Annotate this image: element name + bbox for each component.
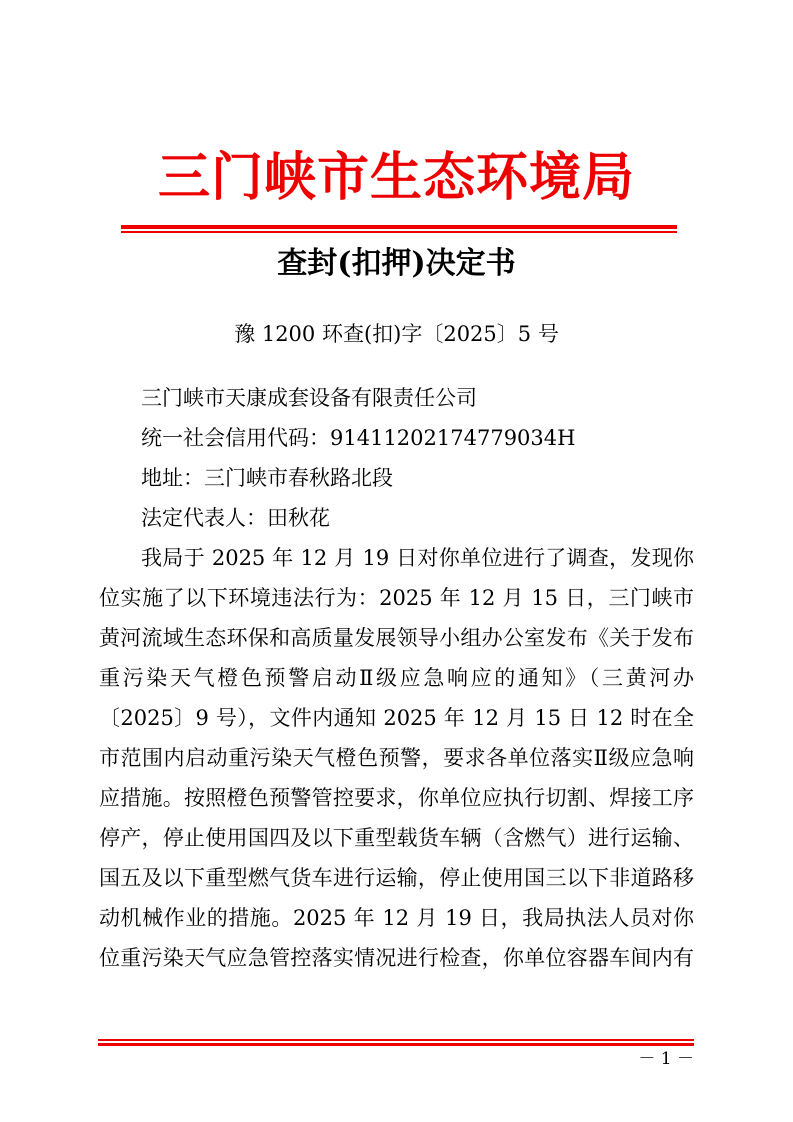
footer-double-rule bbox=[98, 1039, 694, 1046]
rule-thin-line bbox=[121, 231, 677, 233]
recipient-credit-code: 统一社会信用代码：91411202174779034H bbox=[141, 426, 576, 450]
letterhead-double-rule bbox=[121, 225, 677, 233]
body-line: 位实施了以下环境违法行为：2025 年 12 月 15 日，三门峡市 bbox=[99, 586, 694, 610]
page-number: － 1 － bbox=[638, 1049, 694, 1069]
document-title: 查封(扣押)决定书 bbox=[277, 246, 516, 281]
body-line: 黄河流域生态环保和高质量发展领导小组办公室发布《关于发布 bbox=[99, 626, 694, 650]
body-line: 停产，停止使用国四及以下重型载货车辆（含燃气）进行运输、 bbox=[99, 826, 694, 850]
body-line: 位重污染天气应急管控落实情况进行检查，你单位容器车间内有 bbox=[99, 946, 694, 970]
body-line: 国五及以下重型燃气货车进行运输，停止使用国三以下非道路移 bbox=[99, 866, 694, 890]
body-line: 重污染天气橙色预警启动Ⅱ级应急响应的通知》（三黄河办 bbox=[99, 666, 694, 690]
body-line: 市范围内启动重污染天气橙色预警，要求各单位落实Ⅱ级应急响 bbox=[99, 746, 694, 770]
body-line: 应措施。按照橙色预警管控要求，你单位应执行切割、焊接工序 bbox=[99, 786, 694, 810]
document-reference-number: 豫 1200 环查(扣)字〔2025〕5 号 bbox=[234, 322, 559, 346]
body-line: 动机械作业的措施。2025 年 12 月 19 日，我局执法人员对你 bbox=[99, 906, 694, 930]
recipient-company-name: 三门峡市天康成套设备有限责任公司 bbox=[141, 386, 477, 410]
body-line: 我局于 2025 年 12 月 19 日对你单位进行了调查，发现你 bbox=[141, 546, 694, 570]
rule-thick-line bbox=[98, 1043, 694, 1046]
document-body bbox=[99, 378, 694, 978]
letterhead-agency-title: 三门峡市生态环境局 bbox=[157, 147, 635, 208]
recipient-address: 地址：三门峡市春秋路北段 bbox=[141, 466, 393, 490]
recipient-legal-representative: 法定代表人：田秋花 bbox=[141, 506, 330, 530]
body-line: 〔2025〕9 号），文件内通知 2025 年 12 月 15 日 12 时在全 bbox=[99, 706, 694, 730]
